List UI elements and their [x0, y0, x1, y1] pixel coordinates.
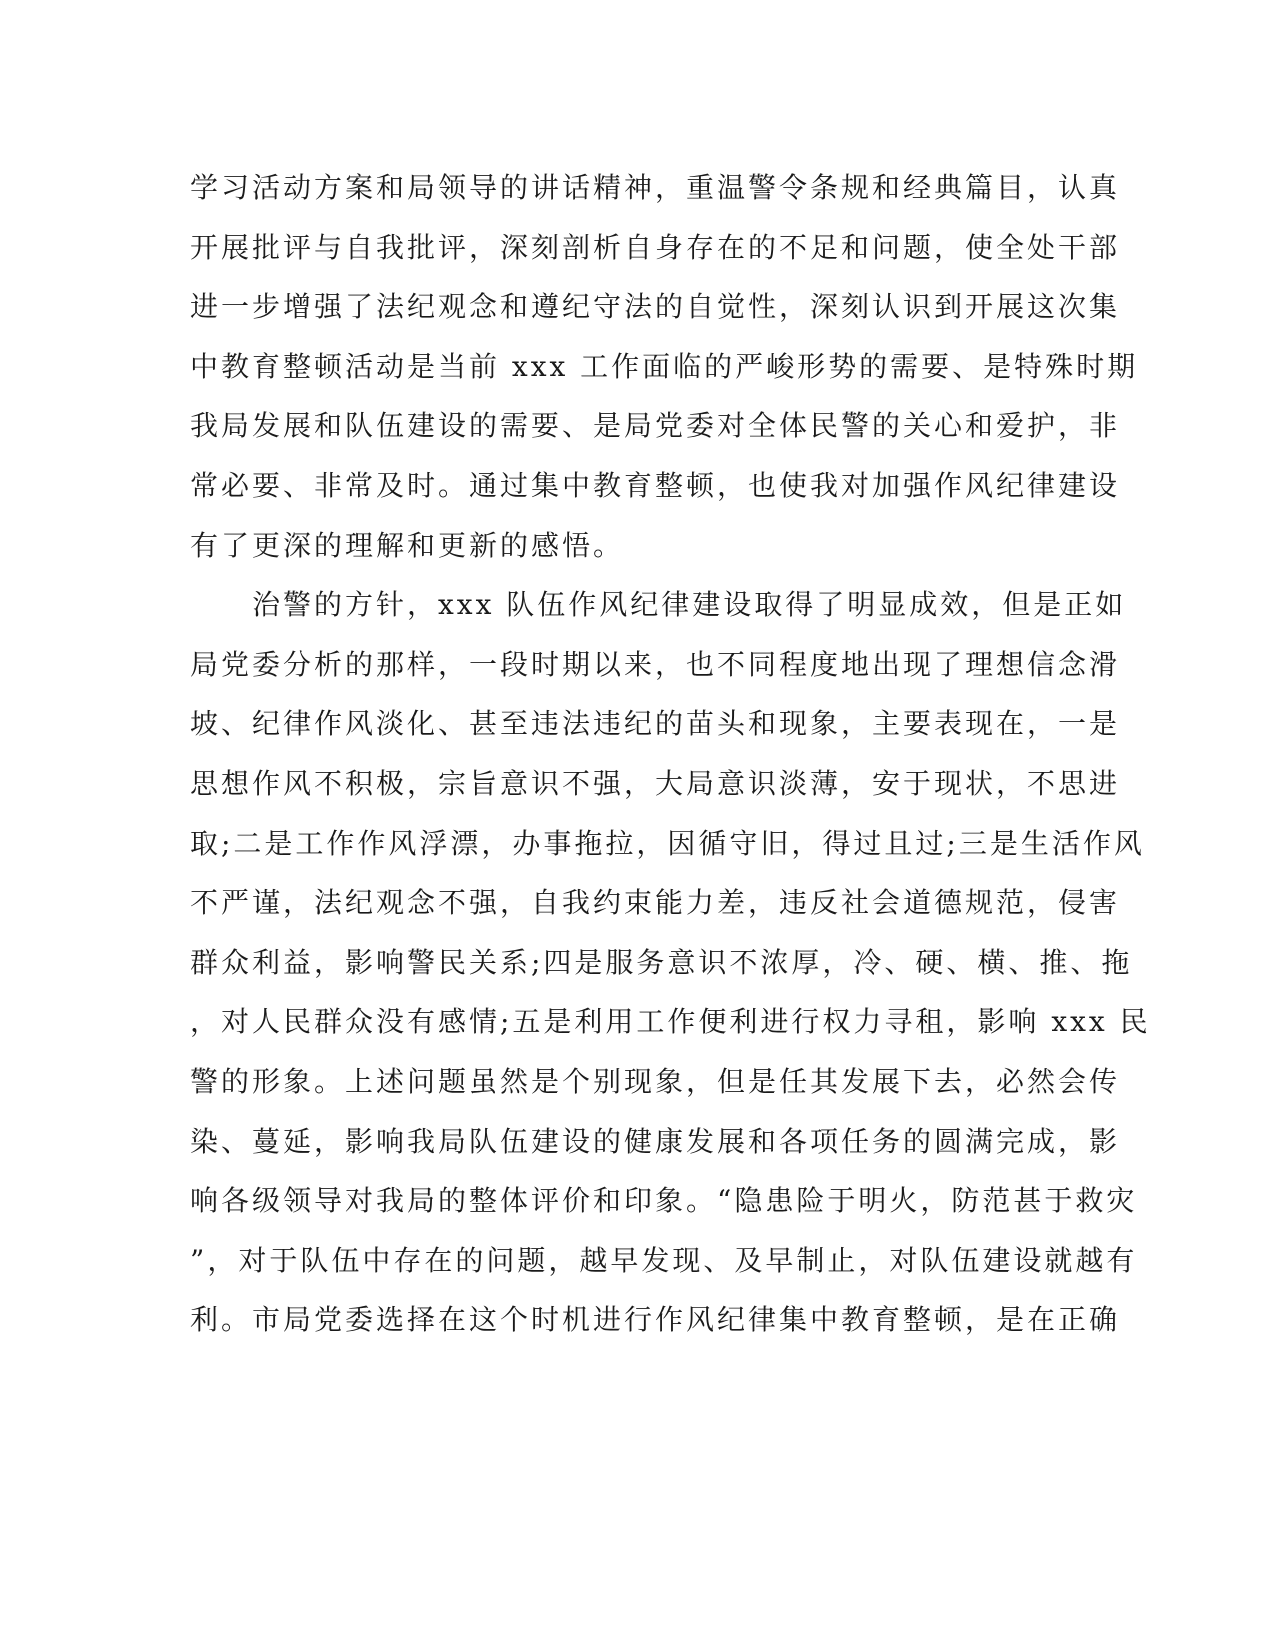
- text-line-1: 学习活动方案和局领导的讲话精神，重温警令条规和经典篇目，认真: [190, 171, 1121, 204]
- text-line-20: 利。市局党委选择在这个时机进行作风纪律集中教育整顿，是在正确: [190, 1303, 1121, 1337]
- text-line-6: 常必要、非常及时。通过集中教育整顿，也使我对加强作风纪律建设: [190, 468, 1121, 502]
- body-text: [190, 158, 1151, 1350]
- text-line-11: 思想作风不积极，宗旨意识不强，大局意识淡薄，安于现状，不思进: [190, 766, 1121, 800]
- text-line-10: 坡、纪律作风淡化、甚至违法违纪的苗头和现象，主要表现在，一是: [190, 707, 1121, 741]
- text-line-12: 取;二是工作作风浮漂，办事拖拉，因循守旧，得过且过;三是生活作风: [190, 826, 1145, 860]
- text-line-9: 局党委分析的那样，一段时期以来，也不同程度地出现了理想信念滑: [190, 647, 1121, 681]
- text-line-7: 有了更深的理解和更新的感悟。: [190, 528, 625, 562]
- text-line-16: 警的形象。上述问题虽然是个别现象，但是任其发展下去，必然会传: [190, 1064, 1121, 1098]
- text-line-17: 染、蔓延，影响我局队伍建设的健康发展和各项任务的圆满完成，影: [190, 1124, 1121, 1158]
- text-line-18: 响各级领导对我局的整体评价和印象。“隐患险于明火，防范甚于救灾: [190, 1184, 1138, 1218]
- text-line-2: 开展批评与自我批评，深刻剖析自身存在的不足和问题，使全处干部: [190, 230, 1121, 264]
- text-line-13: 不严谨，法纪观念不强，自我约束能力差，违反社会道德规范，侵害: [190, 886, 1121, 920]
- text-line-3: 进一步增强了法纪观念和遵纪守法的自觉性，深刻认识到开展这次集: [190, 290, 1121, 324]
- text-line-14: 群众利益，影响警民关系;四是服务意识不浓厚，冷、硬、横、推、拖: [190, 945, 1133, 979]
- text-line-4: 中教育整顿活动是当前 xxx 工作面临的严峻形势的需要、是特殊时期: [190, 349, 1139, 383]
- text-line-5: 我局发展和队伍建设的需要、是局党委对全体民警的关心和爱护，非: [190, 409, 1121, 443]
- text-line-15: ，对人民群众没有感情;五是利用工作便利进行权力寻租，影响 xxx 民: [190, 1005, 1151, 1039]
- text-line-8: 治警的方针，xxx 队伍作风纪律建设取得了明显成效，但是正如: [190, 588, 1127, 622]
- text-line-19: ”，对于队伍中存在的问题，越早发现、及早制止，对队伍建设就越有: [190, 1243, 1138, 1277]
